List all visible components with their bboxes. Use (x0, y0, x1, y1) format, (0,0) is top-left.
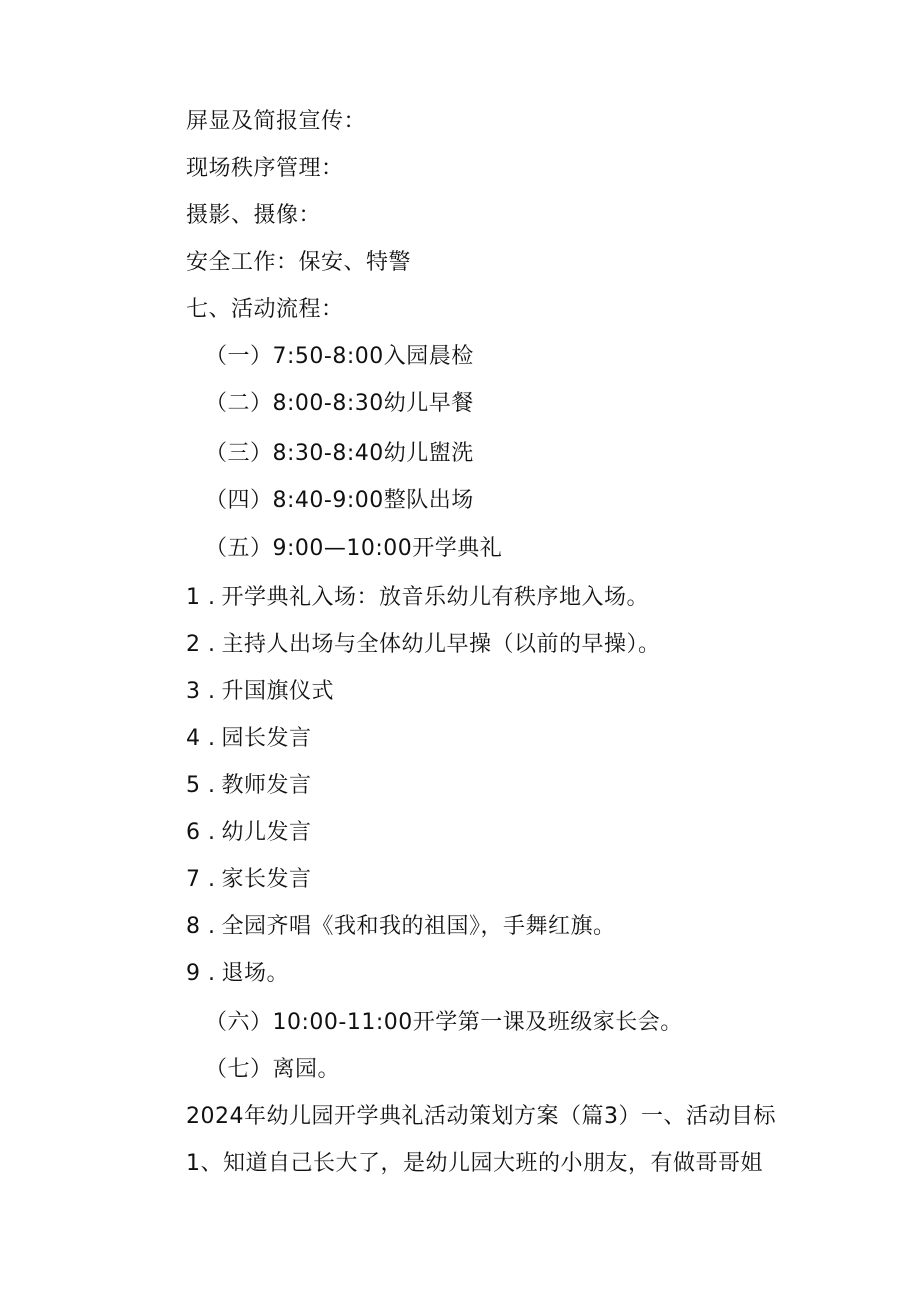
item-text: 开学典礼入场：放音乐幼儿有秩序地入场。 (221, 585, 649, 610)
item-number: 5 . (186, 773, 216, 798)
schedule-item: （五）9:00—10:00开学典礼 (205, 536, 503, 561)
item-number: 1 . (186, 585, 216, 610)
numbered-item (186, 772, 312, 800)
section-heading: 七、活动流程： (186, 297, 344, 322)
item-text: 主持人出场与全体幼儿早操（以前的早操）。 (221, 632, 661, 657)
numbered-item (186, 960, 289, 988)
item-number: 6 . (186, 820, 216, 845)
item-text: 退场。 (221, 961, 289, 986)
item-number: 3 . (186, 679, 216, 704)
text-line: 现场秩序管理： (186, 156, 344, 181)
item-text: 幼儿发言 (221, 820, 312, 845)
schedule-item: （一）7:50-8:00入园晨检 (205, 344, 474, 369)
item-number: 7 . (186, 867, 216, 892)
item-number: 2 . (186, 632, 216, 657)
numbered-item (186, 819, 312, 847)
item-text: 教师发言 (221, 773, 312, 798)
item-text: 园长发言 (221, 726, 312, 751)
text-line: 安全工作：保安、特警 (186, 250, 412, 275)
paragraph-line: 2024年幼儿园开学典礼活动策划方案（篇3）一、活动目标 (186, 1104, 776, 1129)
item-text: 全园齐唱《我和我的祖国》，手舞红旗。 (221, 914, 616, 939)
text-line: 摄影、摄像： (186, 203, 322, 228)
numbered-item (186, 631, 661, 659)
numbered-item (186, 913, 616, 941)
schedule-item: （四）8:40-9:00整队出场 (205, 488, 474, 513)
schedule-item: （六）10:00-11:00开学第一课及班级家长会。 (205, 1010, 683, 1035)
item-text: 家长发言 (221, 867, 312, 892)
item-number: 9 . (186, 961, 216, 986)
numbered-item (186, 725, 312, 753)
schedule-item: （三）8:30-8:40幼儿盥洗 (205, 441, 474, 466)
numbered-item (186, 866, 312, 894)
schedule-item: （七）离园。 (205, 1057, 341, 1082)
text-line: 屏显及简报宣传： (186, 109, 367, 134)
item-text: 升国旗仪式 (221, 679, 334, 704)
schedule-item: （二）8:00-8:30幼儿早餐 (205, 391, 474, 416)
paragraph-line: 1、知道自己长大了，是幼儿园大班的小朋友，有做哥哥姐 (186, 1151, 763, 1176)
numbered-item (186, 678, 334, 706)
item-number: 8 . (186, 914, 216, 939)
numbered-item (186, 584, 649, 612)
item-number: 4 . (186, 726, 216, 751)
